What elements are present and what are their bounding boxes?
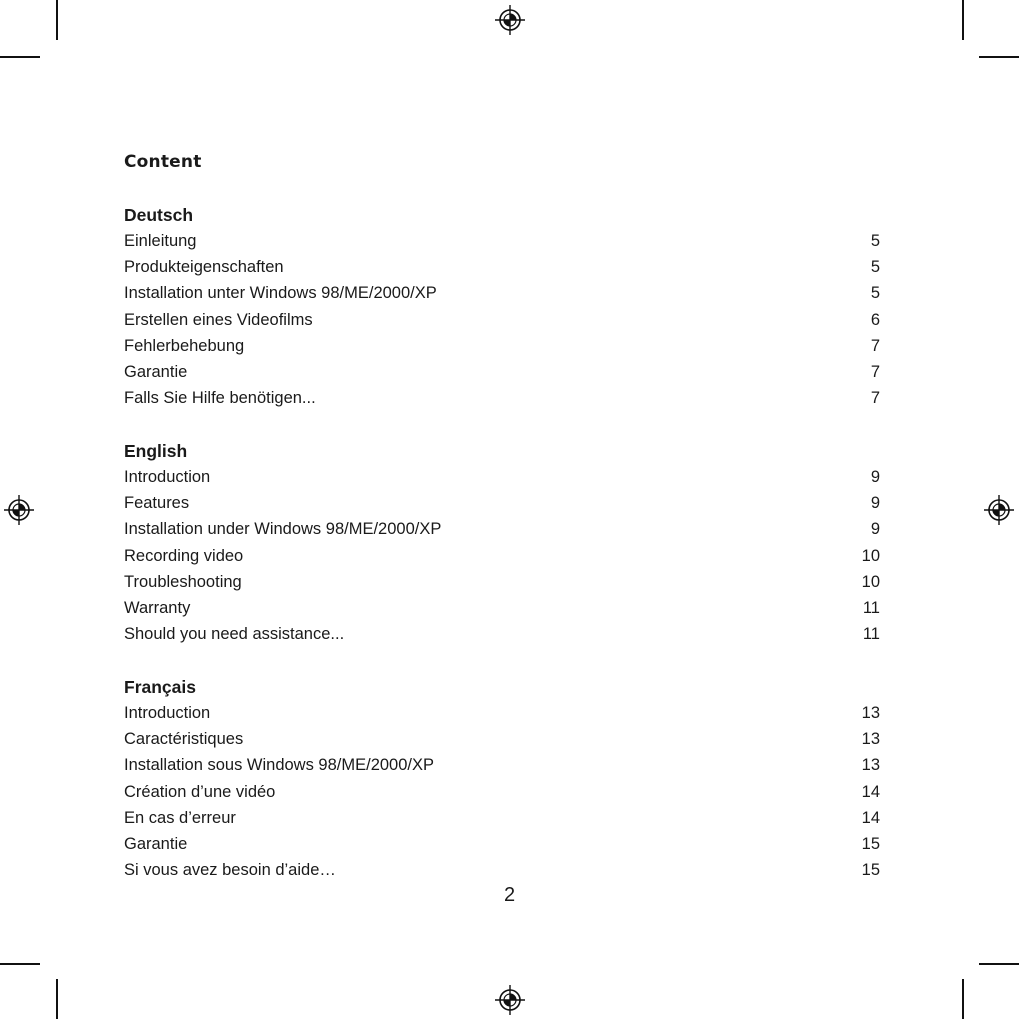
page-title: Content: [124, 152, 202, 172]
toc-entry-label: Installation unter Windows 98/ME/2000/XP: [124, 284, 437, 303]
toc-entry-label: Installation under Windows 98/ME/2000/XP: [124, 520, 442, 539]
toc-entry-label: Création d’une vidéo: [124, 782, 276, 801]
toc-entry-label: Erstellen eines Videofilms: [124, 310, 313, 329]
toc-entry-page: 6: [870, 310, 880, 329]
toc-entry[interactable]: [124, 779, 882, 805]
toc-entry[interactable]: [124, 752, 882, 778]
toc-entry-page: 9: [870, 494, 880, 513]
toc-entry-page: 14: [861, 808, 880, 827]
toc-entry-page: 7: [870, 362, 880, 381]
section-heading: English: [124, 441, 188, 461]
toc-entry-page: 7: [870, 389, 880, 408]
toc-entry-page: 11: [862, 625, 880, 644]
section-heading: Français: [124, 677, 196, 697]
toc-entry-page: 13: [861, 756, 880, 775]
toc-entry[interactable]: [124, 307, 882, 333]
toc-entry-label: Caractéristiques: [124, 730, 244, 749]
toc-entry[interactable]: [124, 543, 882, 569]
toc-entry-label: Features: [124, 494, 190, 513]
toc-entry-page: 5: [870, 232, 880, 250]
toc-entry[interactable]: [124, 464, 882, 490]
toc-entry[interactable]: [124, 228, 882, 254]
toc-entry-page: 13: [861, 730, 880, 749]
registration-target-icon: [984, 495, 1014, 525]
toc-entry[interactable]: [124, 621, 882, 647]
toc-entry[interactable]: [124, 805, 882, 831]
toc-entry[interactable]: [124, 254, 882, 280]
crop-mark-icon: [56, 0, 58, 40]
toc-entry-page: 7: [870, 336, 880, 355]
toc-entry-label: Installation sous Windows 98/ME/2000/XP: [124, 756, 434, 775]
toc-entry-label: Falls Sie Hilfe benötigen...: [124, 389, 316, 408]
toc-entry-page: 9: [870, 520, 880, 539]
toc-entry[interactable]: [124, 333, 882, 359]
toc-section-english: [124, 438, 882, 647]
toc-entry[interactable]: [124, 595, 882, 621]
crop-mark-icon: [962, 0, 964, 40]
toc-entry-label: Should you need assistance...: [124, 625, 345, 644]
registration-target-icon: [495, 985, 525, 1015]
crop-mark-icon: [962, 979, 964, 1019]
crop-mark-icon: [979, 56, 1019, 58]
toc-entry-label: Si vous avez besoin d’aide…: [124, 861, 336, 880]
toc-entry-page: 9: [870, 468, 880, 486]
toc-entry-label: Recording video: [124, 546, 244, 565]
toc-entry-page: 5: [870, 258, 880, 277]
crop-mark-icon: [56, 979, 58, 1019]
toc-entry-page: 15: [861, 861, 880, 880]
crop-mark-icon: [0, 56, 40, 58]
crop-mark-icon: [979, 963, 1019, 965]
toc-entry-page: 13: [861, 704, 880, 722]
toc-entry[interactable]: [124, 359, 882, 385]
toc-entry-label: Einleitung: [124, 232, 197, 250]
toc-entry[interactable]: [124, 385, 882, 411]
toc-entry-page: 11: [862, 598, 880, 617]
page-number: 2: [503, 884, 516, 906]
toc-entry-page: 10: [861, 572, 880, 591]
toc-entry[interactable]: [124, 569, 882, 595]
toc-entry-label: Garantie: [124, 834, 188, 853]
toc-entry[interactable]: [124, 857, 882, 883]
toc-entry-page: 15: [861, 834, 880, 853]
section-heading: Deutsch: [124, 205, 194, 225]
toc-entry-label: Warranty: [124, 598, 191, 617]
toc-entry[interactable]: [124, 490, 882, 516]
toc-section-deutsch: [124, 202, 882, 411]
toc-section-francais: [124, 674, 882, 883]
toc-entry-label: Fehlerbehebung: [124, 336, 245, 355]
toc-entry[interactable]: [124, 700, 882, 726]
toc-entry-page: 5: [870, 284, 880, 303]
toc-entry-page: 10: [861, 546, 880, 565]
toc-entry-label: En cas d’erreur: [124, 808, 236, 827]
toc-entry[interactable]: [124, 831, 882, 857]
toc-entry-label: Introduction: [124, 704, 211, 722]
toc-entry[interactable]: [124, 516, 882, 542]
registration-target-icon: [4, 495, 34, 525]
toc-entry-label: Garantie: [124, 362, 188, 381]
toc-entry[interactable]: [124, 726, 882, 752]
crop-mark-icon: [0, 963, 40, 965]
toc-entry-label: Troubleshooting: [124, 572, 242, 591]
registration-target-icon: [495, 5, 525, 35]
toc-entry-label: Produkteigenschaften: [124, 258, 284, 277]
toc-entry-page: 14: [861, 782, 880, 801]
toc-entry[interactable]: [124, 280, 882, 306]
toc-entry-label: Introduction: [124, 468, 211, 486]
